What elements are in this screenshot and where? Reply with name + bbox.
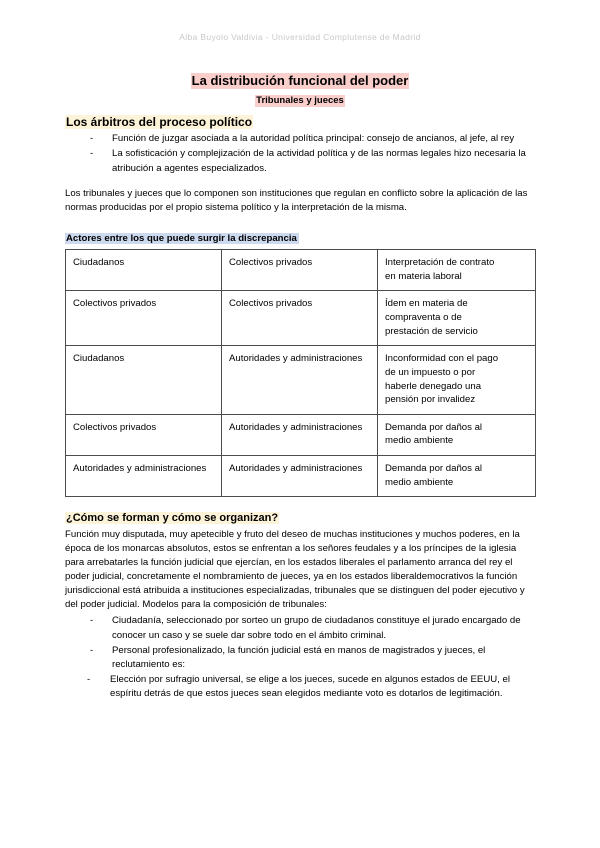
cell-line: medio ambiente [385,476,454,488]
organizan-bullet-list [65,614,535,671]
table-cell-actor-a: Colectivos privados [66,414,222,455]
table-cell-materia [378,414,536,455]
cell-line: haberle denegado una [385,380,482,392]
table-row [66,455,536,496]
heading-organizan [65,511,535,526]
list-item: - Personal profesionalizado, la función judicial está en manos de magistrados y jueces, el reclutamiento es: [65,644,535,672]
cell-line: de un impuesto o por [385,366,476,378]
table-cell-actor-b: Autoridades y administraciones [222,346,378,414]
page-title: La distribución funcional del poder [191,72,409,88]
table-cell-materia [378,291,536,346]
table-cell-actor-b: Colectivos privados [222,250,378,291]
cell-line: Interpretación de contrato [385,257,495,269]
cell-line: medio ambiente [385,435,454,447]
table-row [66,291,536,346]
arbitros-bullet-list [65,132,535,175]
table-cell-actor-a: Colectivos privados [66,291,222,346]
heading-arbitros-text: Los árbitros del proceso político [66,114,253,129]
page-subtitle: Tribunales y jueces [256,94,344,106]
actors-table [65,249,536,497]
table-cell-actor-a: Autoridades y administraciones [66,455,222,496]
cell-line: Inconformidad con el pago [385,353,499,365]
heading-arbitros [65,115,535,131]
table-cell-actor-b: Autoridades y administraciones [222,455,378,496]
table-cell-actor-a: Ciudadanos [66,250,222,291]
list-item: - Función de juzgar asociada a la autoridad política principal: consejo de ancianos, al jefe, al rey [65,132,535,146]
table-cell-materia [378,455,536,496]
table-cell-materia [378,250,536,291]
table-row [66,414,536,455]
cell-line: en materia laboral [385,270,462,282]
organizan-paragraph: Función muy disputada, muy apetecible y fruto del deseo de muchas instituciones y muchos poderes, en la época de los monarcas absolutos, estos se enfrentan a los señores feudales y a los príncipes de la iglesia para arrebatarles la función judicial que ejercían, en los estados liberales el parlamento arranca del rey el poder judicial, concretamente el nombramiento de jueces, ya en los estados liberaldemocrativos la función jurisdiccional está atribuida a instituciones especializadas, tribunales que se distinguen del poder ejecutivo y del poder judicial. Modelos para la composición de tribunales: [65,528,525,611]
table-cell-materia [378,346,536,414]
cell-line: Ídem en materia de [385,298,468,310]
cell-line: Demanda por daños al [385,462,483,474]
cell-line: Demanda por daños al [385,421,483,433]
heading-tabla [65,233,535,245]
table-cell-actor-b: Autoridades y administraciones [222,414,378,455]
table-row [66,250,536,291]
list-item: - Ciudadanía, seleccionado por sorteo un grupo de ciudadanos constituye el jurado encargado de conocer un caso y se suele dar sobre todo en el ámbito criminal. [65,614,535,642]
cell-line: prestación de servicio [385,325,478,337]
table-cell-actor-a: Ciudadanos [66,346,222,414]
heading-tabla-text: Actores entre los que puede surgir la discrepancia [66,232,297,244]
list-item: - La sofisticación y complejización de la actividad política y de las normas legales hizo necesaria la atribución a agentes especializados. [65,147,535,175]
title-block [65,72,535,108]
table-cell-actor-b: Colectivos privados [222,291,378,346]
running-header: Alba Buyolo Valdivia - Universidad Complutense de Madrid [179,32,421,42]
table-row [66,346,536,414]
cell-line: pensión por invalidez [385,394,476,406]
heading-organizan-text: ¿Cómo se forman y cómo se organizan? [66,512,279,525]
organizan-subbullet-list [65,673,535,701]
list-item: - Elección por sufragio universal, se elige a los jueces, sucede en algunos estados de EEUU, el espíritu detrás de que estos jueces sean elegidos mediante voto es dotarlos de legitimación. [65,673,535,701]
arbitros-paragraph: Los tribunales y jueces que lo componen son instituciones que regulan en conflicto sobre la aplicación de las normas producidas por el propio sistema político y la interpretación de la misma. [65,187,528,213]
cell-line: compraventa o de [385,312,462,324]
